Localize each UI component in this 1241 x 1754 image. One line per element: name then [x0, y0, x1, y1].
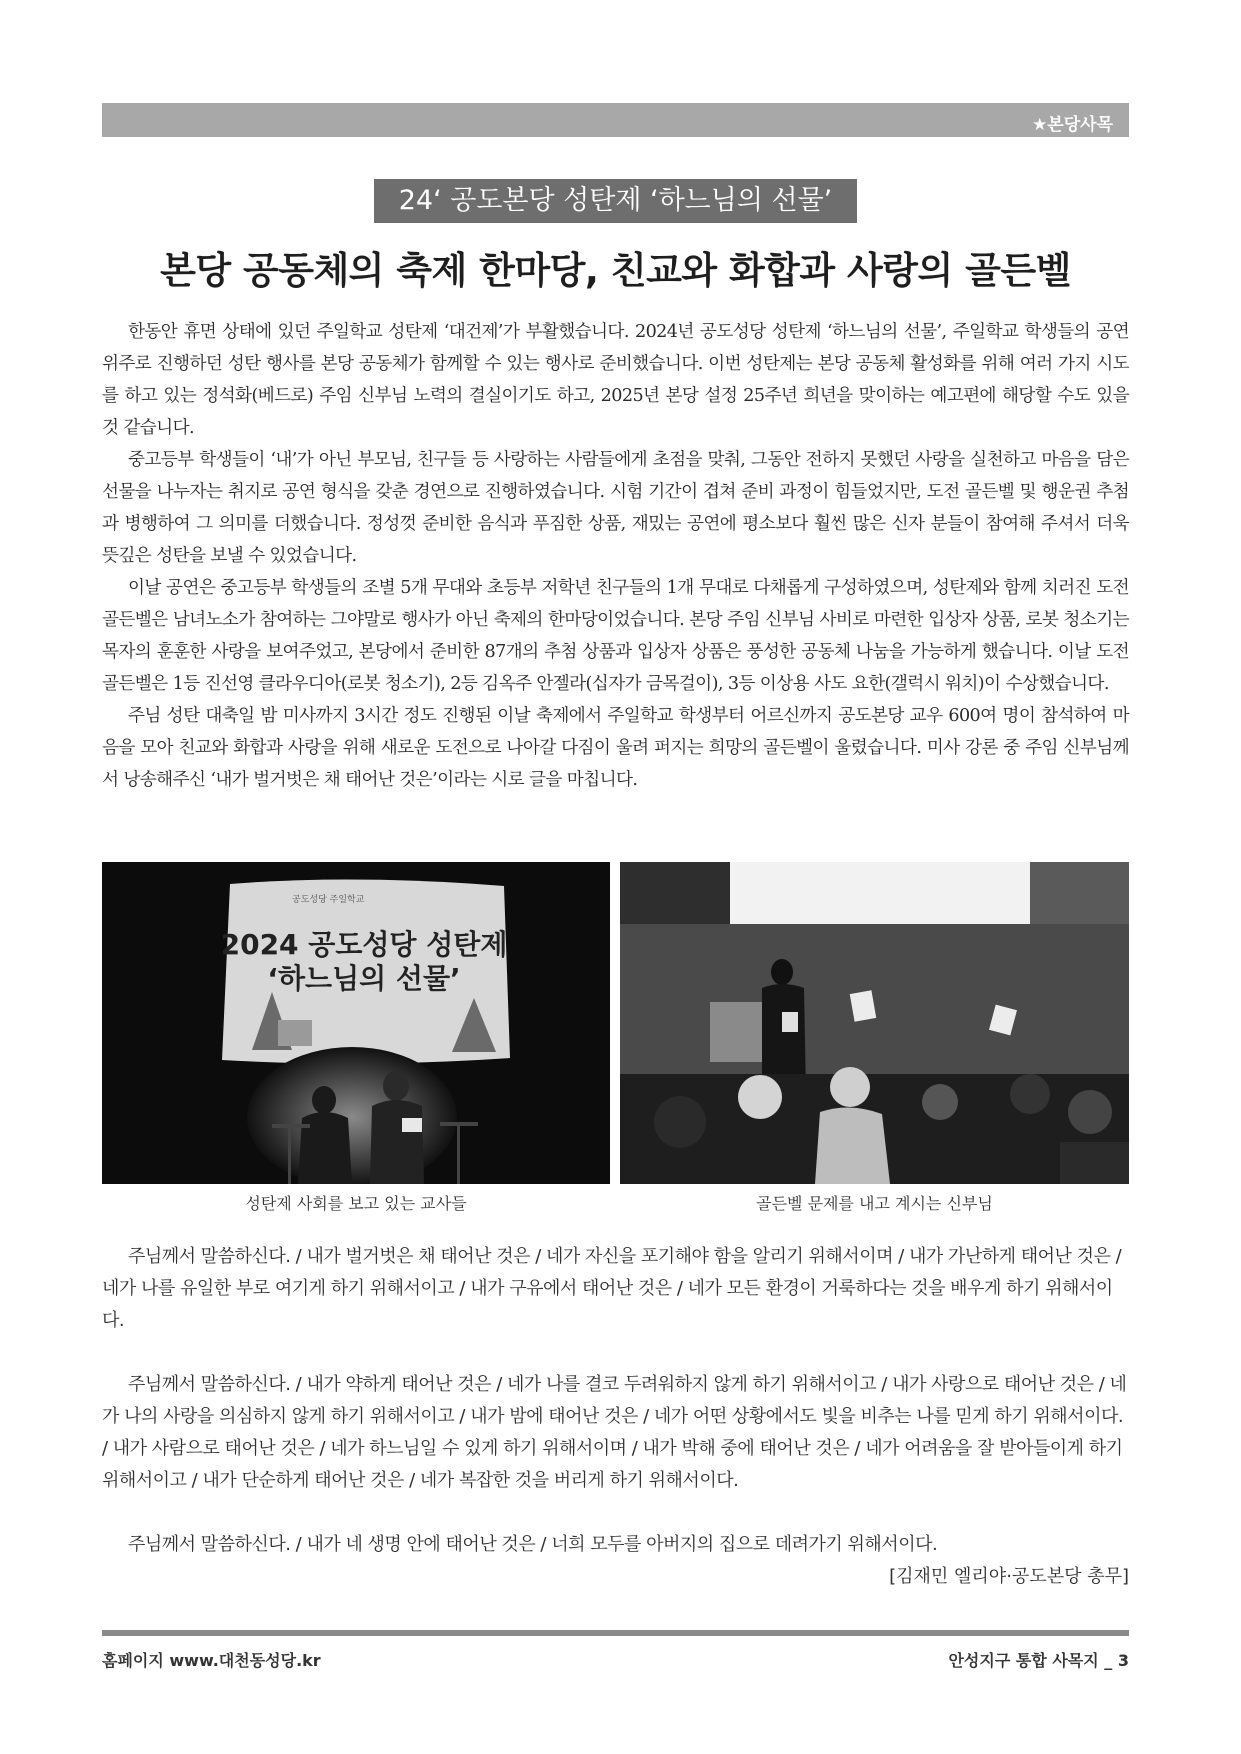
poem	[102, 1241, 1129, 1593]
photo-emcees	[102, 862, 610, 1184]
footer-publication: 안성지구 통합 사목지 _ 3	[948, 1651, 1129, 1670]
audience-head	[830, 1067, 870, 1107]
article-body	[102, 316, 1129, 796]
photo-caption-left: 성탄제 사회를 보고 있는 교사들	[245, 1194, 467, 1213]
audience-head	[738, 1075, 782, 1119]
photo-quiz-host-image	[620, 862, 1129, 1184]
headline: 본당 공동체의 축제 한마당, 친교와 화합과 사랑의 골든벨	[160, 249, 1071, 292]
article-paragraph: 이날 공연은 중고등부 학생들의 조별 5개 무대와 초등부 저학년 친구들의 1개 무대로 다채롭게 구성하였으며, 성탄제와 함께 치러진 도전 골든벨은 남녀노소가 참여하는 그야말로 행사가 아닌 축제의 한마당이었습니다. 본당 주임 신부님 사비로 마련한 입상자 상품, 로봇 청소기는 목자의 훈훈한 사랑을 보여주었고, 본당에서 준비한 87개의 추첨 상품과 입상자 상품은 풍성한 공동체 나눔을 가능하게 했습니다. 이날 도전 골든벨은 1등 진선영 클라우디아(로봇 청소기), 2등 김옥주 안젤라(십자가 금목걸이), 3등 이상용 사도 요한(갤럭시 워치)이 수상했습니다.	[102, 578, 1129, 694]
screen-small-text: 공도성당 주일학교	[292, 895, 365, 905]
photo-quiz-host	[620, 862, 1129, 1184]
article-paragraph: 중고등부 학생들이 ‘내’가 아닌 부모님, 친구들 등 사랑하는 사람들에게 초점을 맞춰, 그동안 전하지 못했던 사랑을 실천하고 마음을 담은 선물을 나누자는 취지로 공연 형식을 갖춘 경연으로 진행하였습니다. 시험 기간이 겹쳐 준비 과정이 힘들었지만, 도전 골든벨 및 행운권 추첨과 병행하여 그 의미를 더했습니다. 정성껏 준비한 음식과 푸짐한 상품, 재밌는 공연에 평소보다 훨씬 많은 신자 분들이 참여해 주셔서 더욱 뜻깊은 성탄을 보낼 수 있었습니다.	[102, 450, 1129, 566]
audience-head	[922, 1084, 958, 1120]
footer-rule	[102, 1630, 1129, 1636]
footer-homepage: 홈페이지 www.대천동성당.kr	[102, 1651, 321, 1670]
event-tag: 24‘ 공도본당 성탄제 ‘하느님의 선물’	[374, 179, 857, 223]
photo-caption-right: 골든벨 문제를 내고 계시는 신부님	[756, 1194, 993, 1213]
article-paragraph: 주님 성탄 대축일 밤 미사까지 3시간 정도 진행된 이날 축제에서 주일학교 학생부터 어르신까지 공도본당 교우 600여 명이 참석하여 마음을 모아 친교와 화합과 사랑을 위해 새로운 도전으로 나아갈 다짐이 울려 퍼지는 희망의 골든벨이 울렸습니다. 미사 강론 중 주임 신부님께서 낭송해주신 ‘내가 벌거벗은 채 태어난 것은’이라는 시로 글을 마칩니다.	[102, 706, 1129, 790]
poem-stanza: 주님께서 말씀하신다. / 내가 벌거벗은 채 태어난 것은 / 네가 자신을 포기해야 함을 알리기 위해서이며 / 내가 가난하게 태어난 것은 / 네가 나를 유일한 부로 여기게 하기 위해서이고 / 내가 구유에서 태어난 것은 / 네가 모든 환경이 거룩하다는 것을 배우게 하기 위해서이다.	[102, 1246, 1122, 1331]
author-byline: [김재민 엘리야·공도본당 총무]	[889, 1566, 1129, 1587]
poem-stanza: 주님께서 말씀하신다. / 내가 네 생명 안에 태어난 것은 / 너희 모두를 아버지의 집으로 데려가기 위해서이다.	[128, 1534, 938, 1555]
person-silhouette	[383, 1071, 409, 1101]
audience-head	[1010, 1074, 1050, 1114]
photo-row	[102, 862, 1129, 1184]
screen-title-line2: ‘하느님의 선물’	[267, 962, 461, 995]
person-silhouette	[312, 1086, 336, 1114]
person-silhouette	[771, 959, 793, 985]
photo-emcees-image	[102, 862, 610, 1184]
audience-head	[654, 1096, 706, 1148]
section-label: ★본당사목	[1032, 115, 1113, 135]
section-header-bar	[102, 103, 1129, 137]
poem-stanza: 주님께서 말씀하신다. / 내가 약하게 태어난 것은 / 네가 나를 결코 두려워하지 않게 하기 위해서이고 / 내가 사랑으로 태어난 것은 / 네가 나의 사랑을 의심하지 않게 하기 위해서이고 / 내가 밤에 태어난 것은 / 네가 어떤 상황에서도 빛을 비추는 나를 믿게 하기 위해서이다. / 내가 사람으로 태어난 것은 / 네가 하느님일 수 있게 하기 위해서이며 / 내가 박해 중에 태어난 것은 / 네가 어려움을 잘 받아들이게 하기 위해서이고 / 내가 단순하게 태어난 것은 / 네가 복잡한 것을 버리게 하기 위해서이다.	[102, 1374, 1127, 1491]
audience-head	[1068, 1090, 1112, 1134]
article-paragraph: 한동안 휴면 상태에 있던 주일학교 성탄제 ‘대건제’가 부활했습니다. 2024년 공도성당 성탄제 ‘하느님의 선물’, 주일학교 학생들의 공연 위주로 진행하던 성탄 행사를 본당 공동체가 함께할 수 있는 행사로 준비했습니다. 이번 성탄제는 본당 공동체 활성화를 위해 여러 가지 시도를 하고 있는 정석화(베드로) 주임 신부님 노력의 결실이기도 하고, 2025년 본당 설정 25주년 희년을 맞이하는 예고편에 해당할 수도 있을 것 같습니다.	[102, 322, 1129, 438]
gift-graphic	[278, 1020, 312, 1046]
screen-title-line1: 2024 공도성당 성탄제	[220, 928, 508, 961]
